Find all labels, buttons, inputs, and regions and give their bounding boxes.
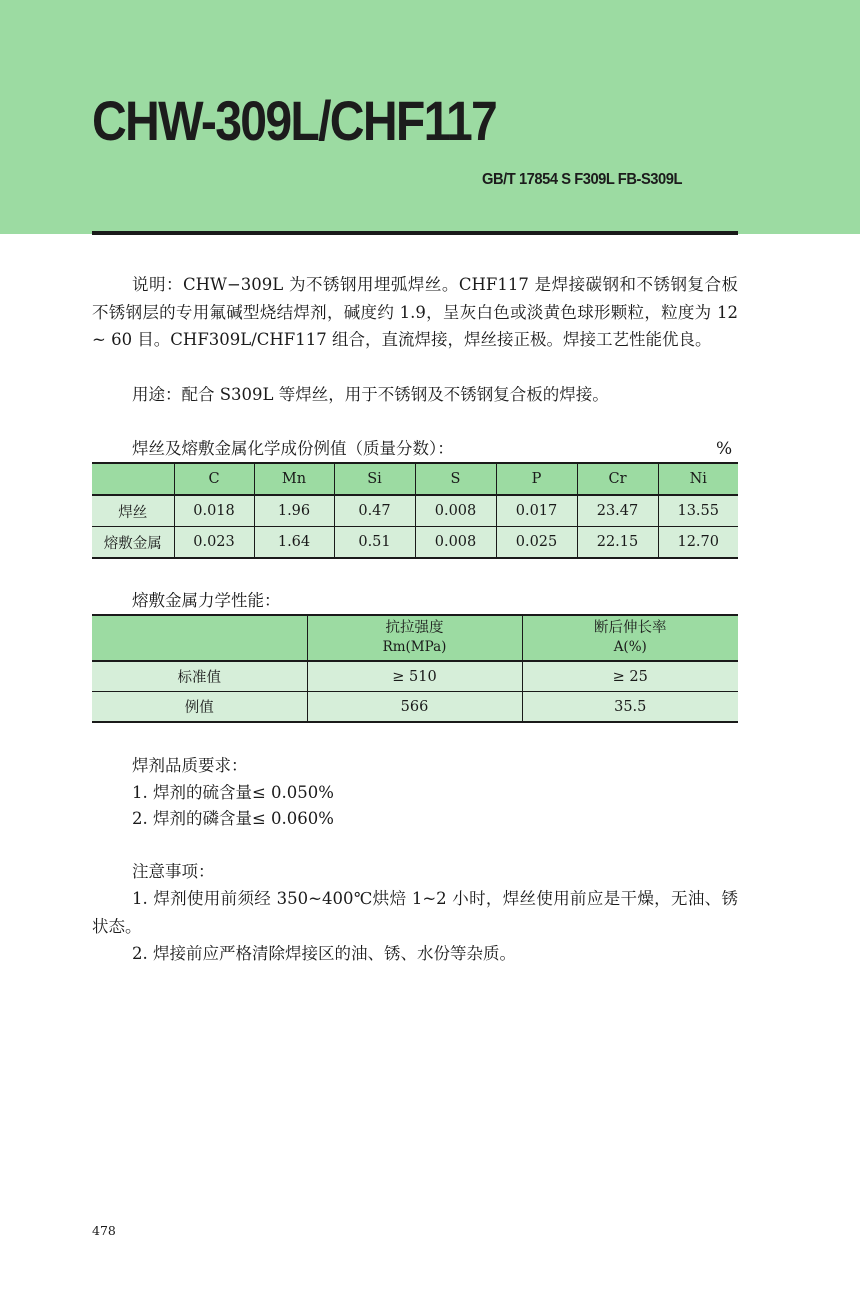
- table-cell: 0.018: [174, 495, 254, 527]
- product-title: CHW-309L/CHF117: [92, 89, 497, 152]
- column-header: Si: [334, 463, 415, 495]
- column-header: Ni: [658, 463, 738, 495]
- column-header-label: 抗拉强度: [385, 620, 444, 636]
- table-cell: 0.017: [496, 495, 577, 527]
- table-cell: 22.15: [577, 527, 658, 559]
- table-row: [92, 527, 738, 559]
- table-cell: 0.47: [334, 495, 415, 527]
- notes-heading: 注意事项：: [132, 862, 215, 881]
- mechanical-heading: 熔敷金属力学性能：: [132, 591, 281, 610]
- chemical-heading: 焊丝及熔敷金属化学成份例值（质量分数）：: [132, 439, 454, 458]
- table-cell: 0.025: [496, 527, 577, 559]
- column-header: [92, 463, 174, 495]
- column-header: [522, 615, 738, 661]
- chemical-unit: %: [716, 439, 733, 459]
- table-cell: ≥ 25: [522, 661, 738, 692]
- row-label: 焊丝: [92, 495, 174, 527]
- table-row: [92, 692, 738, 723]
- table-cell: 13.55: [658, 495, 738, 527]
- description-text: CHW−309L 为不锈钢用埋弧焊丝。CHF117 是焊接碳钢和不锈钢复合板不锈钢层的专用氟碱型烧结焊剂，碱度约 1.9，呈灰白色或淡黄色球形颗粒，粒度为 12 ~ 60 目。CHF309L/CHF117 组合，直流焊接，焊丝接正极。焊接工艺性能优良。: [92, 275, 738, 349]
- table-cell: 0.51: [334, 527, 415, 559]
- column-header: Cr: [577, 463, 658, 495]
- table-cell: 566: [307, 692, 522, 723]
- table-cell: 0.023: [174, 527, 254, 559]
- flux-quality-item: 2. 焊剂的磷含量≤ 0.060%: [132, 809, 334, 828]
- column-header: C: [174, 463, 254, 495]
- title-rule: [92, 231, 738, 235]
- row-label: 例值: [92, 692, 307, 723]
- page-number: 478: [92, 1223, 116, 1238]
- column-header: [92, 615, 307, 661]
- table-cell: 0.008: [415, 527, 496, 559]
- table-cell: ≥ 510: [307, 661, 522, 692]
- column-header: Mn: [254, 463, 334, 495]
- usage-paragraph: [92, 381, 738, 409]
- table-cell: 1.64: [254, 527, 334, 559]
- table-row: [92, 661, 738, 692]
- column-header: S: [415, 463, 496, 495]
- note-item: 2. 焊接前应严格清除焊接区的油、锈、水份等杂质。: [132, 944, 516, 963]
- chemical-table: [92, 462, 738, 559]
- table-cell: 35.5: [522, 692, 738, 723]
- table-header-row: [92, 463, 738, 495]
- table-cell: 23.47: [577, 495, 658, 527]
- usage-label: 用途：: [132, 385, 182, 404]
- column-header: [307, 615, 522, 661]
- row-label: 标准值: [92, 661, 307, 692]
- table-cell: 0.008: [415, 495, 496, 527]
- flux-quality-item: 1. 焊剂的硫含量≤ 0.050%: [132, 783, 334, 802]
- header-band: [0, 0, 860, 234]
- flux-quality-heading: 焊剂品质要求：: [132, 756, 248, 775]
- note-item: 1. 焊剂使用前须经 350~400℃烘焙 1~2 小时，焊丝使用前应是干燥，无油、锈状态。: [92, 889, 738, 936]
- standard-designation: GB/T 17854 S F309L FB-S309L: [482, 171, 683, 188]
- description-label: 说明：: [132, 275, 183, 294]
- table-cell: 12.70: [658, 527, 738, 559]
- column-header-label: 断后伸长率: [594, 620, 667, 636]
- table-cell: 1.96: [254, 495, 334, 527]
- column-header-unit: Rm(MPa): [382, 639, 447, 655]
- usage-text: 配合 S309L 等焊丝，用于不锈钢及不锈钢复合板的焊接。: [181, 385, 609, 404]
- row-label: 熔敷金属: [92, 527, 174, 559]
- description-paragraph: [92, 271, 738, 354]
- column-header: P: [496, 463, 577, 495]
- table-row: [92, 495, 738, 527]
- mechanical-table: [92, 614, 738, 723]
- column-header-unit: A(%): [613, 639, 647, 655]
- table-header-row: [92, 615, 738, 661]
